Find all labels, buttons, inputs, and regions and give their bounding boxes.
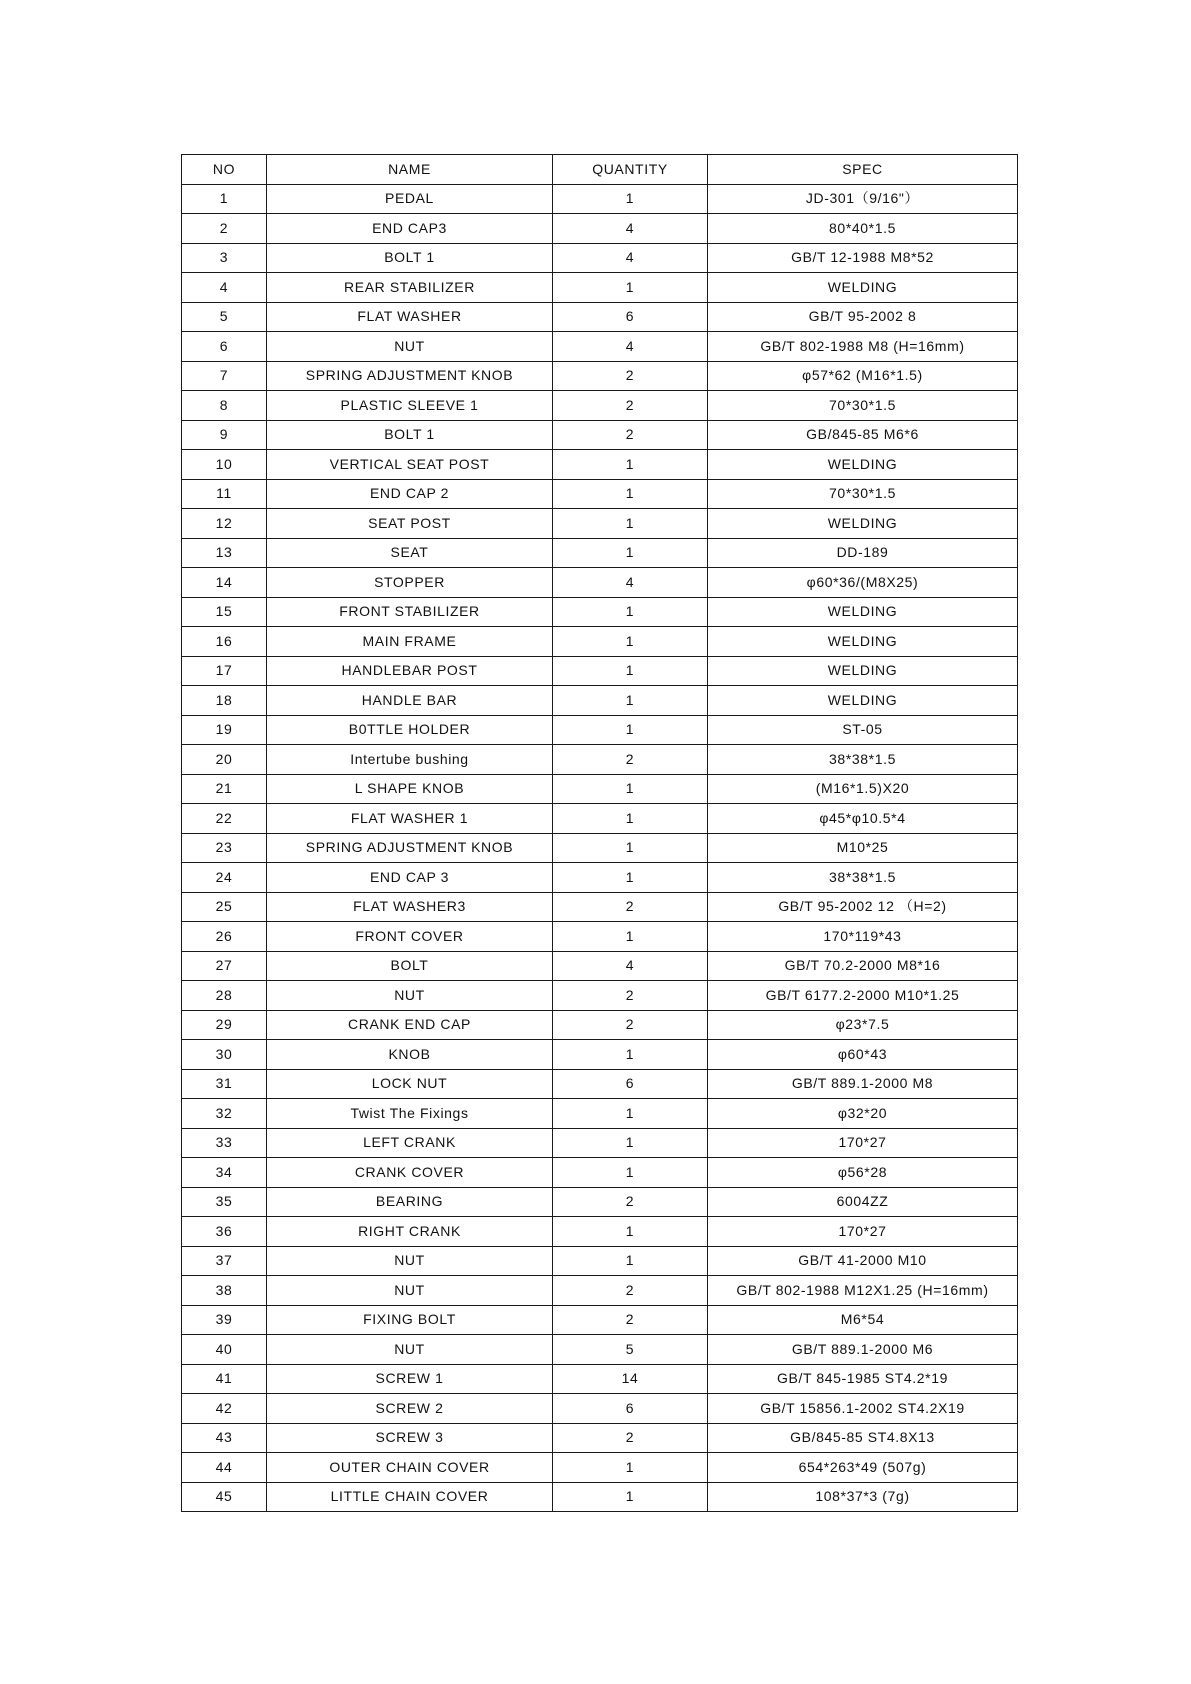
- table-row: [182, 863, 1018, 893]
- part-quantity-cell: 4: [553, 332, 708, 362]
- part-number-cell: 35: [182, 1187, 267, 1217]
- table-row: [182, 1305, 1018, 1335]
- part-quantity-cell: 4: [553, 568, 708, 598]
- part-number-cell: 44: [182, 1453, 267, 1483]
- part-number-cell: 45: [182, 1482, 267, 1512]
- part-spec-cell: 38*38*1.5: [708, 863, 1018, 893]
- part-name-cell: NUT: [267, 332, 553, 362]
- part-spec-cell: (M16*1.5)X20: [708, 774, 1018, 804]
- part-spec-cell: φ56*28: [708, 1158, 1018, 1188]
- part-name-cell: SPRING ADJUSTMENT KNOB: [267, 833, 553, 863]
- part-name-cell: RIGHT CRANK: [267, 1217, 553, 1247]
- part-number-cell: 40: [182, 1335, 267, 1365]
- part-name-cell: VERTICAL SEAT POST: [267, 450, 553, 480]
- part-number-cell: 31: [182, 1069, 267, 1099]
- part-name-cell: LITTLE CHAIN COVER: [267, 1482, 553, 1512]
- table-row: [182, 450, 1018, 480]
- part-spec-cell: GB/T 95-2002 12 （H=2): [708, 892, 1018, 922]
- table-row: [182, 273, 1018, 303]
- part-quantity-cell: 2: [553, 1423, 708, 1453]
- part-quantity-cell: 1: [553, 479, 708, 509]
- part-spec-cell: 70*30*1.5: [708, 391, 1018, 421]
- parts-table: [181, 154, 1018, 1512]
- part-number-cell: 18: [182, 686, 267, 716]
- table-row: [182, 1482, 1018, 1512]
- table-row: [182, 509, 1018, 539]
- part-quantity-cell: 1: [553, 922, 708, 952]
- part-quantity-cell: 1: [553, 656, 708, 686]
- part-spec-cell: GB/T 95-2002 8: [708, 302, 1018, 332]
- part-quantity-cell: 14: [553, 1364, 708, 1394]
- part-quantity-cell: 1: [553, 774, 708, 804]
- table-row: [182, 1246, 1018, 1276]
- part-quantity-cell: 2: [553, 892, 708, 922]
- part-number-cell: 8: [182, 391, 267, 421]
- part-name-cell: END CAP 2: [267, 479, 553, 509]
- part-name-cell: SPRING ADJUSTMENT KNOB: [267, 361, 553, 391]
- part-name-cell: END CAP3: [267, 214, 553, 244]
- table-row: [182, 1276, 1018, 1306]
- part-quantity-cell: 1: [553, 538, 708, 568]
- part-number-cell: 23: [182, 833, 267, 863]
- table-row: [182, 1099, 1018, 1129]
- part-quantity-cell: 6: [553, 1069, 708, 1099]
- table-row: [182, 597, 1018, 627]
- part-name-cell: SCREW 2: [267, 1394, 553, 1424]
- part-spec-cell: 6004ZZ: [708, 1187, 1018, 1217]
- table-row: [182, 1217, 1018, 1247]
- part-spec-cell: 170*119*43: [708, 922, 1018, 952]
- part-spec-cell: ST-05: [708, 715, 1018, 745]
- part-number-cell: 38: [182, 1276, 267, 1306]
- part-spec-cell: WELDING: [708, 450, 1018, 480]
- part-spec-cell: 170*27: [708, 1128, 1018, 1158]
- part-number-cell: 4: [182, 273, 267, 303]
- part-spec-cell: GB/T 70.2-2000 M8*16: [708, 951, 1018, 981]
- part-spec-cell: WELDING: [708, 656, 1018, 686]
- table-row: [182, 420, 1018, 450]
- table-row: [182, 1010, 1018, 1040]
- part-number-cell: 9: [182, 420, 267, 450]
- header-no: NO: [182, 155, 267, 185]
- part-quantity-cell: 1: [553, 1040, 708, 1070]
- part-name-cell: MAIN FRAME: [267, 627, 553, 657]
- part-quantity-cell: 1: [553, 273, 708, 303]
- part-spec-cell: WELDING: [708, 597, 1018, 627]
- part-name-cell: OUTER CHAIN COVER: [267, 1453, 553, 1483]
- part-name-cell: FRONT COVER: [267, 922, 553, 952]
- part-spec-cell: WELDING: [708, 509, 1018, 539]
- part-quantity-cell: 1: [553, 1217, 708, 1247]
- part-quantity-cell: 1: [553, 833, 708, 863]
- part-number-cell: 6: [182, 332, 267, 362]
- part-name-cell: NUT: [267, 1276, 553, 1306]
- part-name-cell: SCREW 3: [267, 1423, 553, 1453]
- part-spec-cell: GB/T 15856.1-2002 ST4.2X19: [708, 1394, 1018, 1424]
- part-number-cell: 7: [182, 361, 267, 391]
- part-number-cell: 25: [182, 892, 267, 922]
- part-number-cell: 2: [182, 214, 267, 244]
- part-quantity-cell: 2: [553, 420, 708, 450]
- part-spec-cell: GB/T 12-1988 M8*52: [708, 243, 1018, 273]
- part-quantity-cell: 4: [553, 214, 708, 244]
- part-quantity-cell: 1: [553, 1128, 708, 1158]
- table-row: [182, 745, 1018, 775]
- parts-table-header: [182, 155, 1018, 185]
- part-name-cell: BOLT: [267, 951, 553, 981]
- part-spec-cell: φ60*43: [708, 1040, 1018, 1070]
- table-row: [182, 361, 1018, 391]
- table-row: [182, 1158, 1018, 1188]
- table-row: [182, 656, 1018, 686]
- table-row: [182, 243, 1018, 273]
- part-number-cell: 43: [182, 1423, 267, 1453]
- part-name-cell: HANDLEBAR POST: [267, 656, 553, 686]
- part-name-cell: FIXING BOLT: [267, 1305, 553, 1335]
- part-name-cell: NUT: [267, 1246, 553, 1276]
- part-name-cell: FLAT WASHER 1: [267, 804, 553, 834]
- part-number-cell: 42: [182, 1394, 267, 1424]
- part-quantity-cell: 2: [553, 1276, 708, 1306]
- part-quantity-cell: 5: [553, 1335, 708, 1365]
- part-quantity-cell: 2: [553, 1305, 708, 1335]
- table-row: [182, 302, 1018, 332]
- part-spec-cell: WELDING: [708, 627, 1018, 657]
- part-quantity-cell: 1: [553, 804, 708, 834]
- table-row: [182, 1394, 1018, 1424]
- part-name-cell: FLAT WASHER: [267, 302, 553, 332]
- table-row: [182, 184, 1018, 214]
- part-name-cell: KNOB: [267, 1040, 553, 1070]
- part-number-cell: 26: [182, 922, 267, 952]
- part-name-cell: CRANK END CAP: [267, 1010, 553, 1040]
- part-number-cell: 13: [182, 538, 267, 568]
- part-spec-cell: GB/T 6177.2-2000 M10*1.25: [708, 981, 1018, 1011]
- part-name-cell: Twist The Fixings: [267, 1099, 553, 1129]
- part-quantity-cell: 1: [553, 686, 708, 716]
- table-row: [182, 981, 1018, 1011]
- table-row: [182, 391, 1018, 421]
- part-name-cell: LOCK NUT: [267, 1069, 553, 1099]
- table-row: [182, 1040, 1018, 1070]
- part-name-cell: STOPPER: [267, 568, 553, 598]
- part-quantity-cell: 2: [553, 1187, 708, 1217]
- table-row: [182, 1453, 1018, 1483]
- part-quantity-cell: 1: [553, 715, 708, 745]
- part-quantity-cell: 4: [553, 243, 708, 273]
- part-spec-cell: GB/845-85 M6*6: [708, 420, 1018, 450]
- table-row: [182, 1364, 1018, 1394]
- part-quantity-cell: 1: [553, 1158, 708, 1188]
- part-number-cell: 36: [182, 1217, 267, 1247]
- part-quantity-cell: 1: [553, 1482, 708, 1512]
- part-name-cell: PEDAL: [267, 184, 553, 214]
- part-number-cell: 20: [182, 745, 267, 775]
- part-name-cell: BEARING: [267, 1187, 553, 1217]
- table-row: [182, 479, 1018, 509]
- part-name-cell: SEAT: [267, 538, 553, 568]
- table-row: [182, 715, 1018, 745]
- part-number-cell: 22: [182, 804, 267, 834]
- part-name-cell: NUT: [267, 981, 553, 1011]
- table-row: [182, 804, 1018, 834]
- part-number-cell: 24: [182, 863, 267, 893]
- part-spec-cell: φ45*φ10.5*4: [708, 804, 1018, 834]
- table-row: [182, 332, 1018, 362]
- table-row: [182, 774, 1018, 804]
- part-number-cell: 32: [182, 1099, 267, 1129]
- part-spec-cell: M10*25: [708, 833, 1018, 863]
- part-quantity-cell: 1: [553, 1453, 708, 1483]
- part-number-cell: 5: [182, 302, 267, 332]
- part-name-cell: Intertube bushing: [267, 745, 553, 775]
- part-quantity-cell: 2: [553, 745, 708, 775]
- part-number-cell: 1: [182, 184, 267, 214]
- table-row: [182, 538, 1018, 568]
- part-spec-cell: GB/T 845-1985 ST4.2*19: [708, 1364, 1018, 1394]
- part-number-cell: 19: [182, 715, 267, 745]
- part-number-cell: 15: [182, 597, 267, 627]
- table-row: [182, 833, 1018, 863]
- part-spec-cell: φ60*36/(M8X25): [708, 568, 1018, 598]
- table-row: [182, 1187, 1018, 1217]
- part-spec-cell: 80*40*1.5: [708, 214, 1018, 244]
- part-quantity-cell: 1: [553, 863, 708, 893]
- part-spec-cell: M6*54: [708, 1305, 1018, 1335]
- part-quantity-cell: 1: [553, 597, 708, 627]
- table-row: [182, 1423, 1018, 1453]
- part-number-cell: 14: [182, 568, 267, 598]
- part-spec-cell: 108*37*3 (7g): [708, 1482, 1018, 1512]
- header-quantity: QUANTITY: [553, 155, 708, 185]
- part-number-cell: 17: [182, 656, 267, 686]
- part-name-cell: REAR STABILIZER: [267, 273, 553, 303]
- part-number-cell: 39: [182, 1305, 267, 1335]
- part-quantity-cell: 6: [553, 302, 708, 332]
- part-number-cell: 37: [182, 1246, 267, 1276]
- part-quantity-cell: 1: [553, 1099, 708, 1129]
- part-spec-cell: WELDING: [708, 273, 1018, 303]
- part-quantity-cell: 2: [553, 1010, 708, 1040]
- part-number-cell: 21: [182, 774, 267, 804]
- part-number-cell: 33: [182, 1128, 267, 1158]
- part-number-cell: 11: [182, 479, 267, 509]
- part-spec-cell: 38*38*1.5: [708, 745, 1018, 775]
- part-number-cell: 10: [182, 450, 267, 480]
- part-spec-cell: WELDING: [708, 686, 1018, 716]
- part-spec-cell: φ32*20: [708, 1099, 1018, 1129]
- part-name-cell: B0TTLE HOLDER: [267, 715, 553, 745]
- table-row: [182, 951, 1018, 981]
- header-row: [182, 155, 1018, 185]
- header-spec: SPEC: [708, 155, 1018, 185]
- part-quantity-cell: 2: [553, 361, 708, 391]
- part-name-cell: SEAT POST: [267, 509, 553, 539]
- part-name-cell: FRONT STABILIZER: [267, 597, 553, 627]
- part-quantity-cell: 1: [553, 1246, 708, 1276]
- part-spec-cell: 70*30*1.5: [708, 479, 1018, 509]
- part-quantity-cell: 1: [553, 450, 708, 480]
- part-spec-cell: 654*263*49 (507g): [708, 1453, 1018, 1483]
- part-number-cell: 28: [182, 981, 267, 1011]
- part-quantity-cell: 6: [553, 1394, 708, 1424]
- part-name-cell: CRANK COVER: [267, 1158, 553, 1188]
- table-row: [182, 1069, 1018, 1099]
- part-spec-cell: GB/T 802-1988 M12X1.25 (H=16mm): [708, 1276, 1018, 1306]
- parts-table-body: [182, 184, 1018, 1512]
- part-number-cell: 41: [182, 1364, 267, 1394]
- table-row: [182, 922, 1018, 952]
- part-spec-cell: GB/T 889.1-2000 M8: [708, 1069, 1018, 1099]
- part-name-cell: BOLT 1: [267, 420, 553, 450]
- part-spec-cell: φ23*7.5: [708, 1010, 1018, 1040]
- part-name-cell: END CAP 3: [267, 863, 553, 893]
- part-spec-cell: GB/T 41-2000 M10: [708, 1246, 1018, 1276]
- part-number-cell: 34: [182, 1158, 267, 1188]
- part-number-cell: 16: [182, 627, 267, 657]
- table-row: [182, 1128, 1018, 1158]
- part-name-cell: LEFT CRANK: [267, 1128, 553, 1158]
- part-spec-cell: GB/T 889.1-2000 M6: [708, 1335, 1018, 1365]
- part-spec-cell: φ57*62 (M16*1.5): [708, 361, 1018, 391]
- part-number-cell: 30: [182, 1040, 267, 1070]
- part-spec-cell: DD-189: [708, 538, 1018, 568]
- part-spec-cell: JD-301（9/16"）: [708, 184, 1018, 214]
- part-quantity-cell: 4: [553, 951, 708, 981]
- part-spec-cell: GB/T 802-1988 M8 (H=16mm): [708, 332, 1018, 362]
- part-spec-cell: 170*27: [708, 1217, 1018, 1247]
- part-name-cell: BOLT 1: [267, 243, 553, 273]
- part-quantity-cell: 1: [553, 509, 708, 539]
- table-row: [182, 627, 1018, 657]
- part-number-cell: 29: [182, 1010, 267, 1040]
- part-quantity-cell: 1: [553, 627, 708, 657]
- part-name-cell: NUT: [267, 1335, 553, 1365]
- table-row: [182, 892, 1018, 922]
- part-name-cell: FLAT WASHER3: [267, 892, 553, 922]
- part-quantity-cell: 2: [553, 391, 708, 421]
- table-row: [182, 1335, 1018, 1365]
- part-name-cell: HANDLE BAR: [267, 686, 553, 716]
- table-row: [182, 214, 1018, 244]
- header-name: NAME: [267, 155, 553, 185]
- part-quantity-cell: 2: [553, 981, 708, 1011]
- part-name-cell: SCREW 1: [267, 1364, 553, 1394]
- part-number-cell: 27: [182, 951, 267, 981]
- part-spec-cell: GB/845-85 ST4.8X13: [708, 1423, 1018, 1453]
- part-quantity-cell: 1: [553, 184, 708, 214]
- part-name-cell: L SHAPE KNOB: [267, 774, 553, 804]
- part-name-cell: PLASTIC SLEEVE 1: [267, 391, 553, 421]
- table-row: [182, 686, 1018, 716]
- part-number-cell: 12: [182, 509, 267, 539]
- part-number-cell: 3: [182, 243, 267, 273]
- table-row: [182, 568, 1018, 598]
